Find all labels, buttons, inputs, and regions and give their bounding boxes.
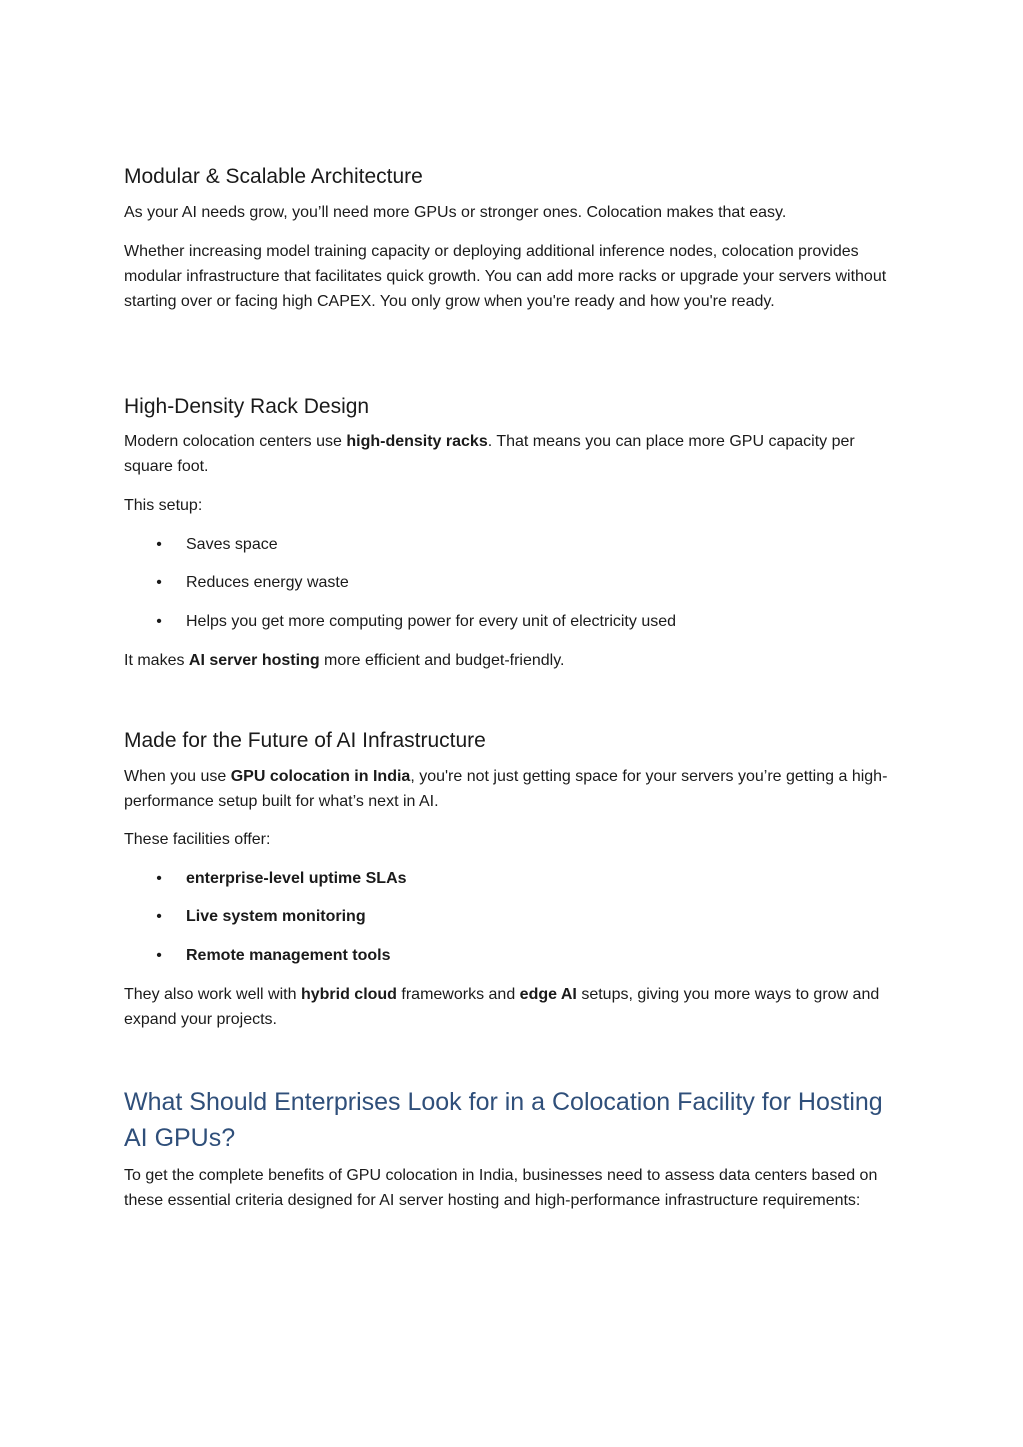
paragraph: These facilities offer: — [124, 831, 271, 848]
bold-term: AI server hosting — [188, 652, 320, 669]
paragraph: As your AI needs grow, you’ll need more GPUs or stronger ones. Colocation makes that easy. — [124, 204, 787, 221]
paragraph: They also work well with hybrid cloud frameworks and edge AI setups, giving you more ways to grow and expand your projects. — [124, 986, 880, 1028]
bold-term: high-density racks — [346, 433, 488, 450]
paragraph: To get the complete benefits of GPU colocation in India, businesses need to assess data centers based on these essential criteria designed for AI server hosting and high-performance infrastructure requirements: — [124, 1167, 878, 1209]
section-heading-high-density: High-Density Rack Design — [124, 395, 370, 418]
bullet-icon: • — [156, 908, 162, 925]
bullet-icon: • — [156, 613, 162, 630]
section-heading-modular: Modular & Scalable Architecture — [124, 165, 423, 188]
bold-term: edge AI — [519, 986, 577, 1003]
section-heading-enterprises: What Should Enterprises Look for in a Colocation Facility for Hosting AI GPUs? — [124, 1088, 883, 1152]
paragraph: When you use GPU colocation in India, you're not just getting space for your servers you’re getting a high-performance setup built for what’s next in AI. — [124, 768, 888, 810]
section-heading-future: Made for the Future of AI Infrastructure — [124, 729, 486, 752]
paragraph: This setup: — [124, 497, 203, 514]
bullet-icon: • — [156, 947, 162, 964]
paragraph: Whether increasing model training capacity or deploying additional inference nodes, colocation provides modular infrastructure that facilitates quick growth. You can add more racks or upgrade your servers without starting over or facing high CAPEX. You only grow when you're ready and how you're ready. — [124, 243, 887, 310]
paragraph: Modern colocation centers use high-density racks. That means you can place more GPU capacity per square foot. — [124, 433, 855, 475]
bullet-icon: • — [156, 870, 162, 887]
paragraph: It makes AI server hosting more efficient and budget-friendly. — [124, 652, 565, 669]
bold-term: hybrid cloud — [300, 986, 397, 1003]
bullet-icon: • — [156, 536, 162, 553]
bold-term: GPU colocation in India — [230, 768, 411, 785]
bullet-icon: • — [156, 574, 162, 591]
